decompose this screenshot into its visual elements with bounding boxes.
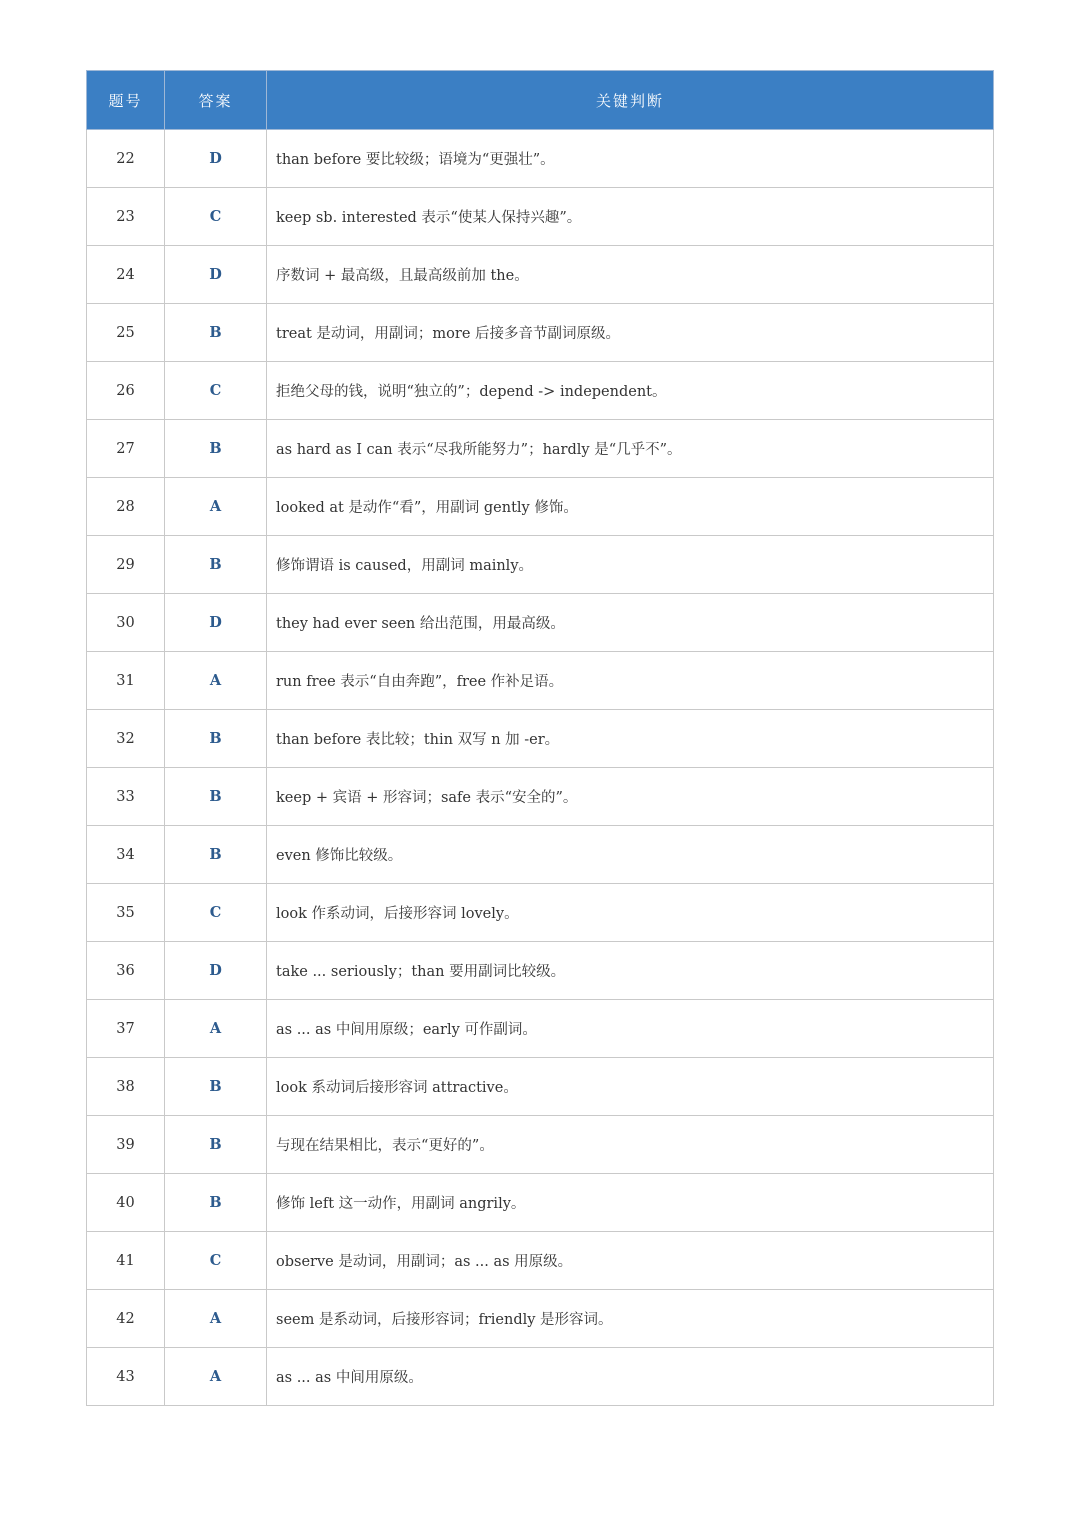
answer-cell: D [165,130,267,188]
key-judgment-cell: they had ever seen 给出范围，用最高级。 [267,594,994,652]
table-row [87,188,994,246]
answer-cell: B [165,304,267,362]
question-number-cell: 28 [87,478,165,536]
key-judgment-cell: as ... as 中间用原级。 [267,1348,994,1406]
question-number-cell: 43 [87,1348,165,1406]
question-number-cell: 24 [87,246,165,304]
key-judgment-cell: as hard as I can 表示“尽我所能努力”；hardly 是“几乎不”。 [267,420,994,478]
table-row [87,536,994,594]
question-number-cell: 31 [87,652,165,710]
table-row [87,1116,994,1174]
question-number-cell: 37 [87,1000,165,1058]
key-judgment-cell: than before 表比较；thin 双写 n 加 -er。 [267,710,994,768]
answer-cell: D [165,246,267,304]
key-judgment-cell: look 系动词后接形容词 attractive。 [267,1058,994,1116]
answer-cell: C [165,362,267,420]
table-row [87,1058,994,1116]
table-row [87,1290,994,1348]
key-judgment-cell: run free 表示“自由奔跑”，free 作补足语。 [267,652,994,710]
header-key-judgment: 关键判断 [267,71,994,130]
answer-cell: B [165,1116,267,1174]
answer-key-table [86,70,994,1406]
table-row [87,478,994,536]
key-judgment-cell: as ... as 中间用原级；early 可作副词。 [267,1000,994,1058]
table-row [87,246,994,304]
question-number-cell: 41 [87,1232,165,1290]
question-number-cell: 30 [87,594,165,652]
table-header-row [87,71,994,130]
table-row [87,710,994,768]
answer-cell: B [165,536,267,594]
key-judgment-cell: seem 是系动词，后接形容词；friendly 是形容词。 [267,1290,994,1348]
answer-cell: B [165,826,267,884]
answer-cell: A [165,652,267,710]
answer-cell: B [165,420,267,478]
key-judgment-cell: take ... seriously；than 要用副词比较级。 [267,942,994,1000]
answer-cell: D [165,594,267,652]
question-number-cell: 27 [87,420,165,478]
header-question-number: 题号 [87,71,165,130]
answer-cell: C [165,1232,267,1290]
answer-cell: C [165,188,267,246]
key-judgment-cell: even 修饰比较级。 [267,826,994,884]
question-number-cell: 42 [87,1290,165,1348]
question-number-cell: 39 [87,1116,165,1174]
question-number-cell: 25 [87,304,165,362]
answer-cell: A [165,1348,267,1406]
key-judgment-cell: than before 要比较级；语境为“更强壮”。 [267,130,994,188]
question-number-cell: 22 [87,130,165,188]
table-row [87,1348,994,1406]
question-number-cell: 32 [87,710,165,768]
answer-cell: D [165,942,267,1000]
table-row [87,420,994,478]
table-row [87,304,994,362]
table-row [87,652,994,710]
question-number-cell: 34 [87,826,165,884]
question-number-cell: 23 [87,188,165,246]
table-body [87,130,994,1406]
question-number-cell: 36 [87,942,165,1000]
key-judgment-cell: treat 是动词，用副词；more 后接多音节副词原级。 [267,304,994,362]
question-number-cell: 40 [87,1174,165,1232]
question-number-cell: 35 [87,884,165,942]
question-number-cell: 29 [87,536,165,594]
table-row [87,130,994,188]
key-judgment-cell: keep sb. interested 表示“使某人保持兴趣”。 [267,188,994,246]
key-judgment-cell: 序数词 + 最高级，且最高级前加 the。 [267,246,994,304]
key-judgment-cell: keep + 宾语 + 形容词；safe 表示“安全的”。 [267,768,994,826]
table-row [87,1232,994,1290]
key-judgment-cell: 与现在结果相比，表示“更好的”。 [267,1116,994,1174]
question-number-cell: 26 [87,362,165,420]
answer-cell: A [165,1290,267,1348]
table-row [87,362,994,420]
table-row [87,1000,994,1058]
table-row [87,594,994,652]
table-row [87,826,994,884]
table-row [87,884,994,942]
key-judgment-cell: 修饰 left 这一动作，用副词 angrily。 [267,1174,994,1232]
table-row [87,942,994,1000]
key-judgment-cell: 拒绝父母的钱，说明“独立的”；depend -> independent。 [267,362,994,420]
answer-cell: C [165,884,267,942]
question-number-cell: 33 [87,768,165,826]
answer-cell: A [165,478,267,536]
key-judgment-cell: look 作系动词，后接形容词 lovely。 [267,884,994,942]
question-number-cell: 38 [87,1058,165,1116]
key-judgment-cell: 修饰谓语 is caused，用副词 mainly。 [267,536,994,594]
key-judgment-cell: observe 是动词，用副词；as ... as 用原级。 [267,1232,994,1290]
answer-cell: B [165,1174,267,1232]
answer-cell: B [165,710,267,768]
header-answer: 答案 [165,71,267,130]
answer-cell: B [165,768,267,826]
answer-cell: B [165,1058,267,1116]
key-judgment-cell: looked at 是动作“看”，用副词 gently 修饰。 [267,478,994,536]
table-row [87,768,994,826]
answer-cell: A [165,1000,267,1058]
table-row [87,1174,994,1232]
